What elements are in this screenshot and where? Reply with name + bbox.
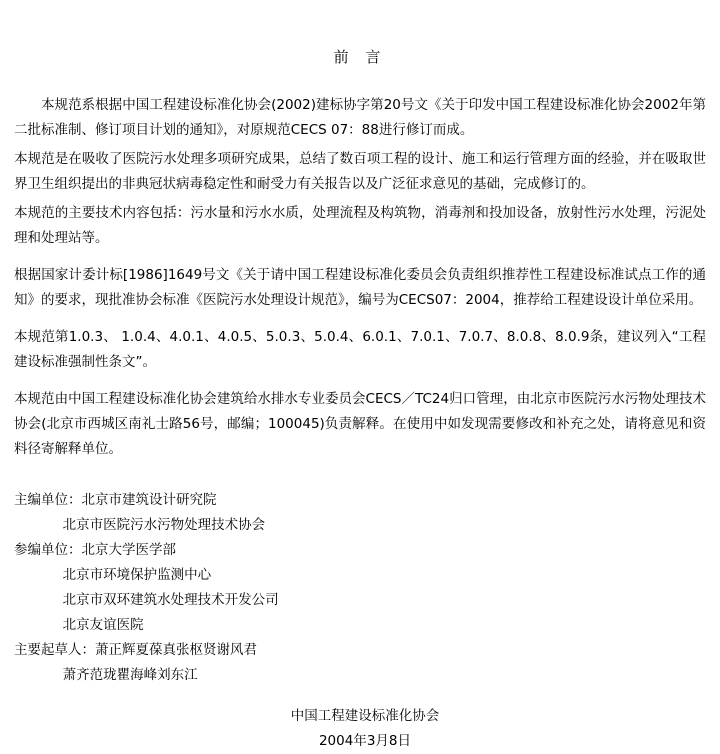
unit-value-4: 北京市环境保护监测中心 — [62, 567, 212, 583]
list-item — [14, 563, 706, 588]
list-item — [14, 513, 706, 538]
unit-label-1: 主编单位： — [14, 492, 82, 508]
unit-value-8: 萧齐范珑瞿海峰刘东江 — [62, 667, 198, 683]
unit-label-7: 主要起草人： — [14, 642, 95, 658]
paragraph-5: 本规范第1.0.3、 1.0.4、4.0.1、4.0.5、5.0.3、5.0.4、6.0.1、7.0.1、7.0.7、8.0.8、8.0.9条，建议列入“工程建设标准强制性条文”。 — [14, 329, 706, 370]
unit-list — [14, 488, 706, 688]
list-item — [14, 613, 706, 638]
unit-value-3: 北京大学医学部 — [81, 542, 176, 558]
paragraph-1: 本规范系根据中国工程建设标准化协会(2002)建标协字第20号文《关于印发中国工程建设标准化协会2002年第二批标准制、修订项目计划的通知》，对原规范CECS 07：88进行修订而成。 — [14, 97, 706, 138]
list-item — [14, 663, 706, 688]
signature-date: 2004年3月8日 — [318, 733, 412, 749]
list-item — [14, 538, 706, 563]
signature-block — [14, 704, 706, 754]
document-page — [0, 46, 720, 749]
page-title: 前 言 — [333, 48, 387, 66]
unit-value-6: 北京友谊医院 — [62, 617, 144, 633]
list-item — [14, 638, 706, 663]
signature-organization: 中国工程建设标准化协会 — [290, 708, 440, 724]
unit-value-1: 北京市建筑设计研究院 — [81, 492, 217, 508]
list-item — [14, 488, 706, 513]
unit-value-7: 萧正辉夏葆真张枢贤谢风君 — [95, 642, 257, 658]
paragraph-2: 本规范是在吸收了医院污水处理多项研究成果，总结了数百项工程的设计、施工和运行管理方面的经验，并在吸取世界卫生组织提出的非典冠状病毒稳定性和耐受力有关报告以及广泛征求意见的基础，完成修订的。 — [14, 151, 706, 192]
unit-value-5: 北京市双环建筑水处理技术开发公司 — [62, 592, 279, 608]
paragraph-6: 本规范由中国工程建设标准化协会建筑给水排水专业委员会CECS／TC24归口管理，由北京市医院污水污物处理技术协会(北京市西城区南礼士路56号，邮编；100045)负责解释。在使用中如发现需要修改和补充之处，请将意见和资料径寄解释单位。 — [14, 391, 706, 457]
paragraph-3: 本规范的主要技术内容包括：污水量和污水水质，处理流程及构筑物，消毒剂和投加设备，放射性污水处理，污泥处理和处理站等。 — [14, 205, 706, 246]
list-item — [14, 588, 706, 613]
paragraph-4: 根据国家计委计标[1986]1649号文《关于请中国工程建设标准化委员会负责组织推荐性工程建设标准试点工作的通知》的要求，现批准协会标准《医院污水处理设计规范》，编号为CECS07：2004，推荐给工程建设设计单位采用。 — [14, 267, 706, 308]
unit-label-3: 参编单位： — [14, 542, 82, 558]
unit-value-2: 北京市医院污水污物处理技术协会 — [62, 517, 266, 533]
